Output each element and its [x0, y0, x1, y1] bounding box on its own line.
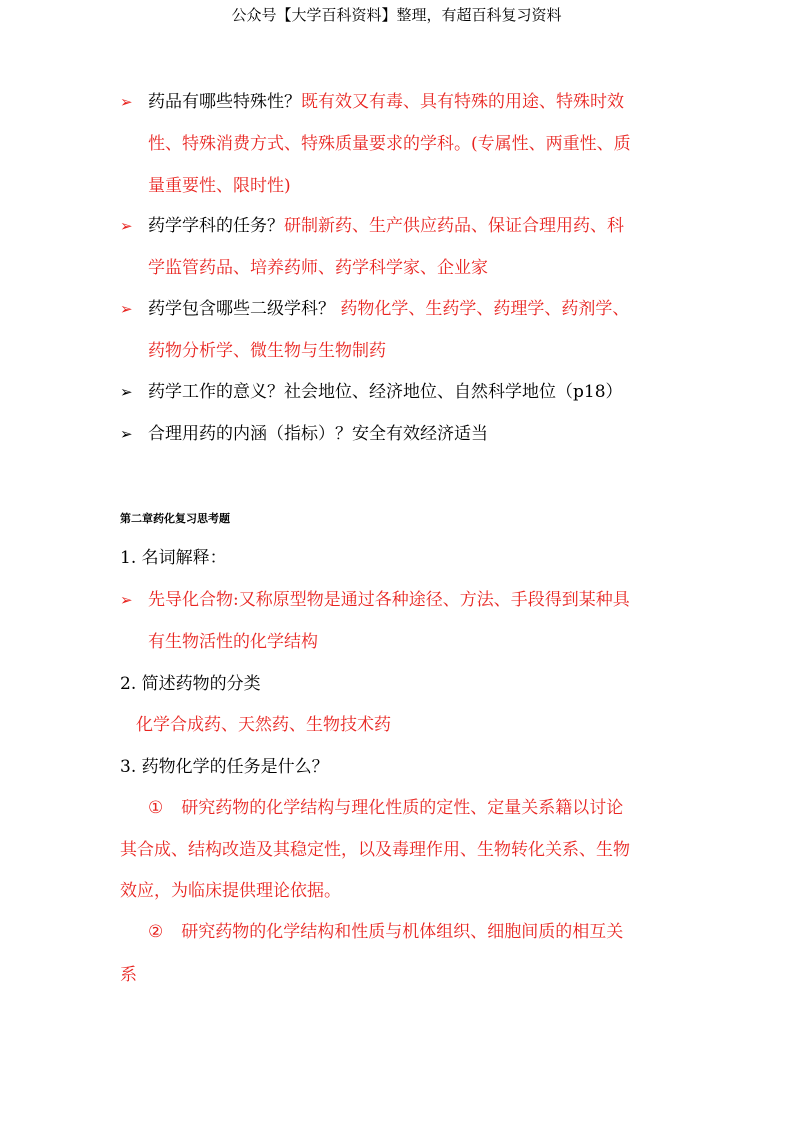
answer-line: 有生物活性的化学结构: [148, 632, 318, 652]
answer-text: 研究药物的化学结构与理化性质的定性、定量关系籍以讨论: [181, 798, 624, 818]
arrow-bullet-icon: ➢: [120, 217, 133, 235]
answer-text: 研究药物的化学结构和性质与机体组织、细胞间质的相互关: [181, 922, 624, 942]
answer-line: [148, 920, 623, 944]
question-line: [148, 214, 624, 238]
question-line: [148, 90, 624, 114]
answer-line: 系: [120, 965, 137, 985]
arrow-bullet-icon: ➢: [120, 300, 133, 318]
question-line: [148, 297, 629, 321]
question-text: 药学学科的任务？: [148, 216, 284, 236]
question-text: 药学包含哪些二级学科？: [148, 299, 335, 319]
arrow-bullet-icon: ➢: [120, 93, 133, 111]
answer-line: 药物分析学、微生物与生物制药: [148, 341, 386, 361]
answer-line: 化学合成药、天然药、生物技术药: [136, 715, 391, 735]
question-line: 合理用药的内涵（指标）？安全有效经济适当: [148, 424, 488, 444]
question-text: 药品有哪些特殊性？: [148, 92, 301, 112]
circled-number-1: ①: [148, 798, 164, 818]
page-header: 公众号【大学百科资料】整理，有超百科复习资料: [231, 6, 562, 24]
question-2-title: 2. 简述药物的分类: [120, 674, 261, 694]
arrow-bullet-icon: ➢: [120, 591, 133, 609]
answer-line: 学监管药品、培养药师、药学科学家、企业家: [148, 258, 488, 278]
answer-line: 量重要性、限时性): [148, 176, 291, 196]
chapter-title: 第二章药化复习思考题: [120, 512, 230, 525]
answer-text: 既有效又有毒、具有特殊的用途、特殊时效: [301, 92, 624, 112]
answer-line: 先导化合物:又称原型物是通过各种途径、方法、手段得到某种具: [148, 590, 630, 610]
answer-line: 性、特殊消费方式、特殊质量要求的学科。(专属性、两重性、质: [148, 134, 631, 154]
answer-line: [148, 796, 623, 820]
question-line: 药学工作的意义？社会地位、经济地位、自然科学地位（p18）: [148, 382, 623, 402]
answer-text: 药物化学、生药学、药理学、药剂学、: [335, 299, 630, 319]
arrow-bullet-icon: ➢: [120, 383, 133, 401]
question-3-title: 3. 药物化学的任务是什么？: [120, 757, 329, 777]
answer-text: 研制新药、生产供应药品、保证合理用药、科: [284, 216, 624, 236]
arrow-bullet-icon: ➢: [120, 425, 133, 443]
question-1-title: 1. 名词解释：: [120, 548, 227, 568]
answer-line: 其合成、结构改造及其稳定性，以及毒理作用、生物转化关系、生物: [120, 840, 630, 860]
circled-number-2: ②: [148, 922, 164, 942]
answer-line: 效应，为临床提供理论依据。: [120, 881, 341, 901]
